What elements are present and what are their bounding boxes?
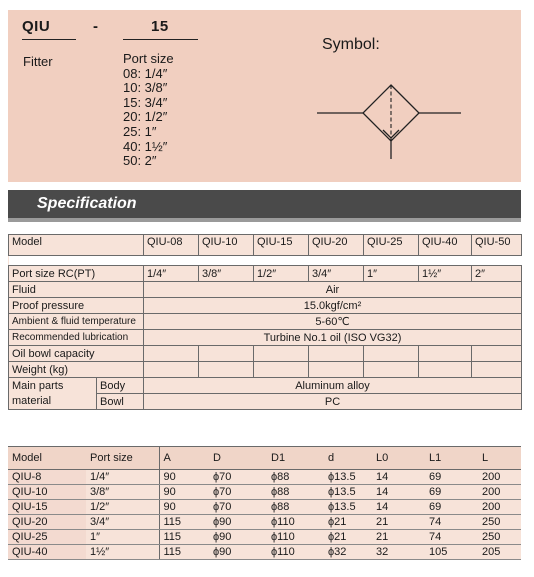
header-underline: [8, 218, 521, 222]
dimension-table: [8, 446, 521, 560]
dim-cell: ϕ90: [209, 530, 267, 545]
port-size-label: Port size: [123, 51, 174, 66]
lube-label: Recommended lubrication: [9, 330, 144, 346]
port-cell: 3/4″: [309, 266, 364, 282]
port-cell: 2″: [472, 266, 522, 282]
dim-cell: 21: [372, 530, 425, 545]
dim-cell: ϕ90: [209, 545, 267, 560]
spec-weight-row: [9, 362, 522, 378]
spec-bowl-material-row: [9, 394, 522, 410]
model-cell: QIU-40: [419, 235, 472, 256]
dim-cell: 14: [372, 500, 425, 515]
dimension-header-row: [8, 447, 521, 470]
series-underline: [22, 39, 76, 40]
dim-cell: 200: [478, 485, 521, 500]
dim-header: Port size: [86, 447, 159, 470]
bowl-capacity-label: Oil bowl capacity: [9, 346, 144, 362]
table-row: [8, 545, 521, 560]
spec-temp-row: [9, 314, 522, 330]
dim-cell: ϕ88: [267, 470, 324, 485]
dim-cell: 1/2″: [86, 500, 159, 515]
example-code: 15: [151, 18, 169, 35]
dim-cell: 21: [372, 515, 425, 530]
main-parts-label: Main parts: [9, 378, 97, 394]
temp-value: 5-60℃: [144, 314, 522, 330]
dim-cell: QIU-10: [8, 485, 86, 500]
dim-cell: QIU-8: [8, 470, 86, 485]
dim-cell: ϕ110: [267, 515, 324, 530]
dim-cell: 1½″: [86, 545, 159, 560]
dim-cell: 115: [159, 530, 209, 545]
specification-table: [8, 234, 522, 410]
bowl-material-label: Bowl: [97, 394, 144, 410]
material-label: material: [9, 394, 97, 410]
specification-title: Specification: [37, 195, 137, 212]
weight-label: Weight (kg): [9, 362, 144, 378]
dim-cell: 69: [425, 470, 478, 485]
port-cell: 1½″: [419, 266, 472, 282]
dim-cell: ϕ21: [324, 530, 372, 545]
port-cell: 1″: [364, 266, 419, 282]
spec-model-row: [9, 235, 522, 256]
model-cell: QIU-20: [309, 235, 364, 256]
table-row: [8, 485, 521, 500]
dim-cell: ϕ90: [209, 515, 267, 530]
fluid-label: Fluid: [9, 282, 144, 298]
dim-cell: 32: [372, 545, 425, 560]
dim-header: L: [478, 447, 521, 470]
dim-header: d: [324, 447, 372, 470]
dim-cell: ϕ13.5: [324, 500, 372, 515]
dim-cell: 14: [372, 485, 425, 500]
dim-header: Model: [8, 447, 86, 470]
model-cell: QIU-08: [144, 235, 199, 256]
spec-bowl-row: [9, 346, 522, 362]
dim-cell: ϕ110: [267, 545, 324, 560]
symbol-label: Symbol:: [322, 36, 380, 53]
table-row: [8, 530, 521, 545]
dim-cell: 90: [159, 500, 209, 515]
port-cell: 1/2″: [254, 266, 309, 282]
product-code-panel: [8, 10, 521, 182]
dim-cell: 200: [478, 500, 521, 515]
dim-cell: ϕ70: [209, 500, 267, 515]
port-label: Port size RC(PT): [9, 266, 144, 282]
dim-cell: 14: [372, 470, 425, 485]
spec-spacer: [9, 256, 522, 266]
dim-cell: 74: [425, 515, 478, 530]
proof-value: 15.0kgf/cm²: [144, 298, 522, 314]
dim-cell: ϕ13.5: [324, 470, 372, 485]
fluid-value: Air: [144, 282, 522, 298]
table-row: [8, 515, 521, 530]
port-option: 10: 3/8″: [123, 80, 168, 96]
dim-cell: 3/4″: [86, 515, 159, 530]
dim-cell: 90: [159, 470, 209, 485]
port-option: 20: 1/2″: [123, 109, 168, 125]
dim-cell: ϕ70: [209, 485, 267, 500]
body-material: Aluminum alloy: [144, 378, 522, 394]
dim-cell: 105: [425, 545, 478, 560]
dim-cell: 205: [478, 545, 521, 560]
dim-cell: 115: [159, 545, 209, 560]
model-cell: QIU-10: [199, 235, 254, 256]
bowl-material: PC: [144, 394, 522, 410]
model-label: Model: [9, 235, 144, 256]
lube-value: Turbine No.1 oil (ISO VG32): [144, 330, 522, 346]
temp-label: Ambient & fluid temperature: [9, 314, 144, 330]
dim-cell: 1/4″: [86, 470, 159, 485]
code-dash: -: [93, 18, 99, 35]
proof-label: Proof pressure: [9, 298, 144, 314]
dim-cell: QIU-40: [8, 545, 86, 560]
body-label: Body: [97, 378, 144, 394]
port-option: 15: 3/4″: [123, 94, 168, 110]
dim-cell: QIU-15: [8, 500, 86, 515]
model-cell: QIU-15: [254, 235, 309, 256]
filter-symbol-icon: [311, 72, 471, 164]
port-option: 40: 1½″: [123, 138, 168, 154]
model-cell: QIU-50: [472, 235, 522, 256]
dim-cell: 74: [425, 530, 478, 545]
port-cell: 3/8″: [199, 266, 254, 282]
dim-cell: ϕ13.5: [324, 485, 372, 500]
dim-cell: 115: [159, 515, 209, 530]
dim-cell: 69: [425, 500, 478, 515]
spec-body-row: [9, 378, 522, 394]
port-cell: 1/4″: [144, 266, 199, 282]
table-row: [8, 500, 521, 515]
dim-cell: 250: [478, 530, 521, 545]
dim-header: L0: [372, 447, 425, 470]
dim-cell: 200: [478, 470, 521, 485]
model-cell: QIU-25: [364, 235, 419, 256]
port-option: 50: 2″: [123, 153, 157, 169]
type-label: Fitter: [23, 54, 53, 69]
dim-header: D1: [267, 447, 324, 470]
spec-proof-row: [9, 298, 522, 314]
spec-fluid-row: [9, 282, 522, 298]
dim-cell: 250: [478, 515, 521, 530]
dim-cell: ϕ70: [209, 470, 267, 485]
spec-lube-row: [9, 330, 522, 346]
port-option: 08: 1/4″: [123, 65, 168, 81]
port-size-list: [123, 52, 174, 169]
port-option: 25: 1″: [123, 123, 157, 139]
dim-cell: ϕ21: [324, 515, 372, 530]
dim-header: L1: [425, 447, 478, 470]
dim-cell: ϕ88: [267, 485, 324, 500]
dim-cell: 3/8″: [86, 485, 159, 500]
example-underline: [123, 39, 198, 40]
series-code: QIU: [22, 18, 51, 35]
dim-cell: 90: [159, 485, 209, 500]
spec-port-row: [9, 266, 522, 282]
dim-cell: ϕ88: [267, 500, 324, 515]
dim-cell: 69: [425, 485, 478, 500]
dim-cell: QIU-25: [8, 530, 86, 545]
dim-header: A: [159, 447, 209, 470]
dim-cell: 1″: [86, 530, 159, 545]
dim-cell: QIU-20: [8, 515, 86, 530]
specification-header: [8, 190, 521, 222]
dim-cell: ϕ32: [324, 545, 372, 560]
dim-cell: ϕ110: [267, 530, 324, 545]
dim-header: D: [209, 447, 267, 470]
table-row: [8, 470, 521, 485]
